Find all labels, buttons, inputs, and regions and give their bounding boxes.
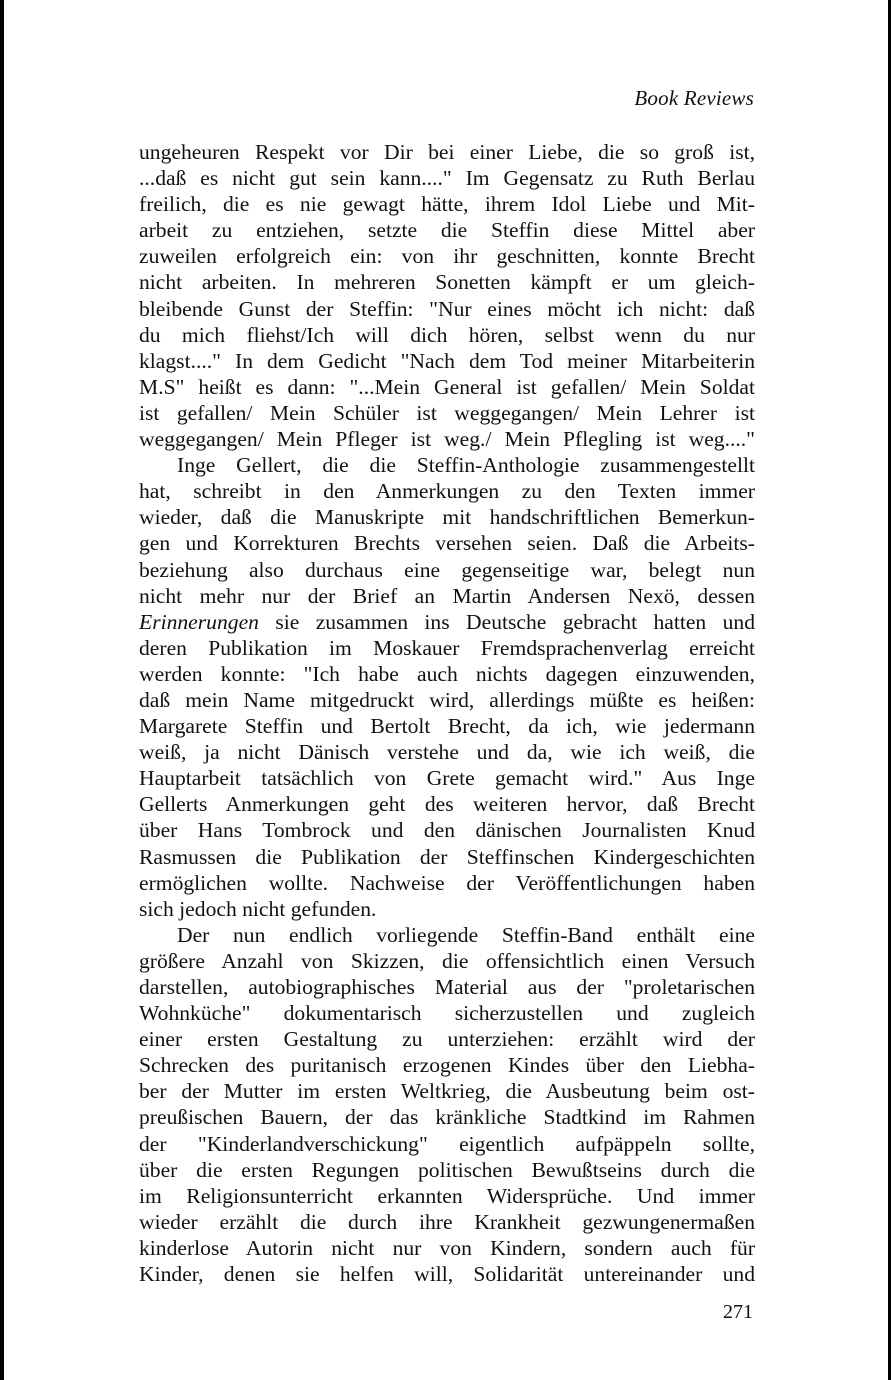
text-line: ber der Mutter im ersten Weltkrieg, die Ausbeutung beim ost-: [139, 1079, 755, 1104]
text-line: bleibende Gunst der Steffin: "Nur eines möcht ich nicht: daß: [139, 296, 755, 321]
text-line: werden konnte: "Ich habe auch nichts dagegen einzuwenden,: [139, 661, 755, 686]
text-line: Schrecken des puritanisch erzogenen Kindes über den Liebha-: [139, 1053, 755, 1078]
text-line: Gellerts Anmerkungen geht des weiteren hervor, daß Brecht: [139, 792, 755, 817]
text-line: ermöglichen wollte. Nachweise der Veröffentlichungen haben: [139, 870, 755, 895]
body-text: [139, 139, 755, 1287]
text-line: deren Publikation im Moskauer Fremdsprachenverlag erreicht: [139, 635, 755, 660]
text-span: sie zusammen ins Deutsche gebracht hatten und: [275, 609, 755, 634]
text-line: preußischen Bauern, der das kränkliche Stadtkind im Rahmen: [139, 1105, 755, 1130]
text-line: darstellen, autobiographisches Material aus der "proletarischen: [139, 975, 755, 999]
text-line: Margarete Steffin und Bertolt Brecht, da ich, wie jedermann: [139, 714, 755, 739]
text-line: nicht arbeiten. In mehreren Sonetten kämpft er um gleich-: [139, 270, 755, 295]
text-line: der "Kinderlandverschickung" eigentlich aufpäppeln sollte,: [139, 1131, 755, 1156]
text-line: sich jedoch nicht gefunden.: [139, 896, 377, 921]
text-line: beziehung also durchaus eine gegenseitige war, belegt nun: [139, 557, 755, 582]
text-line: einer ersten Gestaltung zu unterziehen: erzählt wird der: [139, 1027, 755, 1052]
paragraph-first-line: Inge Gellert, die die Steffin-Anthologie zusammengestellt: [177, 453, 755, 478]
paragraph-first-line: Der nun endlich vorliegende Steffin-Band enthält eine: [177, 922, 755, 947]
text-line: Hauptarbeit tatsächlich von Grete gemacht wird." Aus Inge: [139, 766, 755, 791]
text-line: nicht mehr nur der Brief an Martin Andersen Nexö, dessen: [139, 583, 755, 608]
book-title: Erinnerungen: [139, 609, 259, 634]
text-line: ist gefallen/ Mein Schüler ist weggegangen/ Mein Lehrer ist: [139, 400, 755, 425]
text-line: klagst...." In dem Gedicht "Nach dem Tod meiner Mitarbeiterin: [139, 348, 755, 373]
text-line: hat, schreibt in den Anmerkungen zu den Texten immer: [139, 479, 755, 504]
text-line: arbeit zu entziehen, setzte die Steffin diese Mittel aber: [139, 218, 755, 243]
text-line: Kinder, denen sie helfen will, Solidarität untereinander und: [139, 1262, 755, 1287]
text-line: ungeheuren Respekt vor Dir bei einer Liebe, die so groß ist,: [139, 140, 755, 164]
text-line: Rasmussen die Publikation der Steffinschen Kindergeschichten: [139, 844, 755, 869]
text-line: gen und Korrekturen Brechts versehen seien. Daß die Arbeits-: [139, 531, 755, 556]
text-line: weiß, ja nicht Dänisch verstehe und da, wie ich weiß, die: [139, 740, 755, 765]
text-line: im Religionsunterricht erkannten Widersprüche. Und immer: [139, 1183, 755, 1208]
text-line: kinderlose Autorin nicht nur von Kindern, sondern auch für: [139, 1235, 755, 1260]
text-line: Wohnküche" dokumentarisch sicherzustellen und zugleich: [139, 1001, 755, 1026]
text-line: wieder erzählt die durch ihre Krankheit gezwungenermaßen: [139, 1209, 755, 1234]
text-line: [139, 609, 755, 635]
running-head: Book Reviews: [634, 86, 754, 110]
page-number: 271: [723, 1301, 753, 1323]
text-line: ...daß es nicht gut sein kann...." Im Gegensatz zu Ruth Berlau: [139, 166, 755, 191]
text-line: freilich, die es nie gewagt hätte, ihrem Idol Liebe und Mit-: [139, 192, 755, 217]
text-line: wieder, daß die Manuskripte mit handschriftlichen Bemerkun-: [139, 505, 755, 530]
text-line: über Hans Tombrock und den dänischen Journalisten Knud: [139, 818, 755, 843]
text-line: weggegangen/ Mein Pfleger ist weg./ Mein Pflegling ist weg....": [139, 427, 755, 452]
text-line: größere Anzahl von Skizzen, die offensichtlich einen Versuch: [139, 948, 755, 973]
text-line: über die ersten Regungen politischen Bewußtseins durch die: [139, 1157, 755, 1182]
text-line: M.S" heißt es dann: "...Mein General ist gefallen/ Mein Soldat: [139, 374, 755, 399]
text-line: zuweilen erfolgreich ein: von ihr geschnitten, konnte Brecht: [139, 244, 755, 269]
text-line: du mich fliehst/Ich will dich hören, selbst wenn du nur: [139, 322, 755, 347]
text-line: daß mein Name mitgedruckt wird, allerdings müßte es heißen:: [139, 687, 755, 712]
